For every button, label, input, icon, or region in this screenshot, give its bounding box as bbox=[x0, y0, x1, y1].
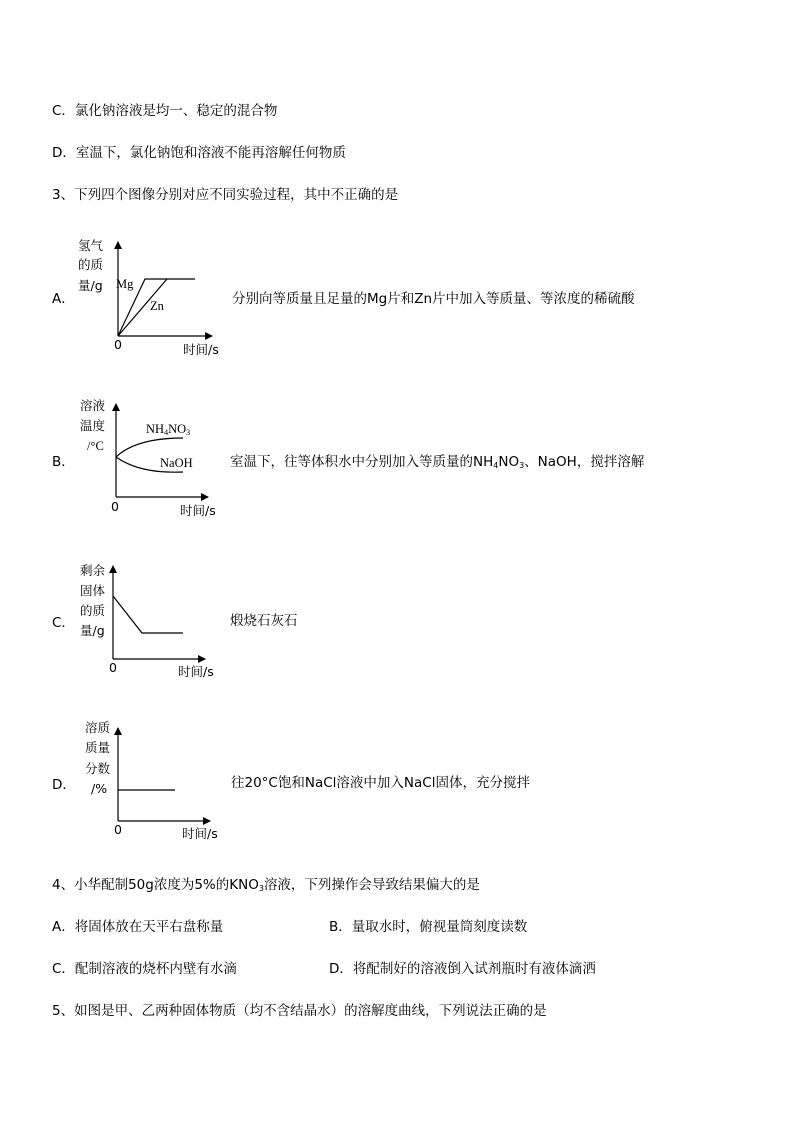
graph-b-xlabel: 时间/s bbox=[180, 503, 216, 518]
graph-c-ylabel-line4: 量/g bbox=[80, 623, 105, 638]
q4-option-d: D．将配制好的溶液倒入试剂瓶时有液体滴洒 bbox=[329, 961, 596, 977]
graph-b-axes bbox=[108, 400, 218, 505]
graph-c-origin: 0 bbox=[109, 660, 117, 675]
graph-a-axes bbox=[110, 238, 230, 348]
graph-d-xlabel: 时间/s bbox=[182, 826, 218, 841]
graph-c-curve bbox=[113, 596, 183, 633]
q3-option-c-desc: 煅烧石灰石 bbox=[230, 613, 298, 629]
q3-option-d-desc: 往20°C饱和NaCl溶液中加入NaCl固体，充分搅拌 bbox=[231, 775, 530, 791]
q2-option-d: D．室温下，氯化钠饱和溶液不能再溶解任何物质 bbox=[52, 145, 346, 161]
graph-c-ylabel-line3: 的质 bbox=[80, 603, 106, 618]
graph-b-origin: 0 bbox=[111, 499, 119, 514]
graph-c-ylabel-line2: 固体 bbox=[80, 583, 106, 598]
q2-option-c: C．氯化钠溶液是均一、稳定的混合物 bbox=[52, 103, 278, 119]
graph-a-ylabel-line2: 的质 bbox=[78, 257, 104, 272]
graph-a-ylabel-line3: 量/g bbox=[78, 278, 103, 293]
q4-option-a: A．将固体放在天平右盘称量 bbox=[52, 919, 224, 935]
q4-option-b: B．量取水时，俯视量筒刻度读数 bbox=[329, 919, 528, 935]
graph-b-ylabel-line1: 溶液 bbox=[80, 398, 106, 413]
graph-b-naoh-label: NaOH bbox=[160, 456, 193, 470]
graph-b-ylabel-line3: /°C bbox=[87, 439, 104, 453]
graph-b-ylabel-line2: 温度 bbox=[80, 418, 106, 433]
graph-c-axes bbox=[105, 562, 215, 667]
graph-d-ylabel-line4: /% bbox=[91, 781, 108, 796]
graph-a-zn-label: Zn bbox=[150, 299, 164, 313]
graph-d-axes bbox=[110, 724, 220, 829]
q3-option-d-letter: D． bbox=[52, 777, 76, 793]
graph-b-nh4no3-label: $NH_4NO_3$ bbox=[146, 422, 191, 437]
graph-c-xlabel: 时间/s bbox=[178, 664, 214, 679]
graph-a-xlabel: 时间/s bbox=[183, 342, 219, 357]
q3-stem: 3、下列四个图像分别对应不同实验过程，其中不正确的是 bbox=[52, 187, 399, 203]
q3-option-c-letter: C． bbox=[52, 615, 75, 631]
graph-a-origin: 0 bbox=[114, 337, 122, 352]
q4-stem: 4、小华配制50g浓度为5%的$KNO_3$溶液，下列操作会导致结果偏大的是 bbox=[52, 877, 480, 893]
q3-option-b-letter: B． bbox=[52, 454, 75, 470]
q3-option-b-desc: 室温下，往等体积水中分别加入等质量的$NH_4NO_3$、NaOH，搅拌溶解 bbox=[230, 454, 645, 470]
graph-d-ylabel-line1: 溶质 bbox=[85, 720, 111, 735]
graph-d-origin: 0 bbox=[114, 822, 122, 837]
graph-a-mg-label: Mg bbox=[116, 277, 134, 291]
q4-option-c: C．配制溶液的烧杯内壁有水滴 bbox=[52, 961, 237, 977]
graph-c-ylabel-line1: 剩余 bbox=[80, 563, 106, 578]
q5-stem: 5、如图是甲、乙两种固体物质（均不含结晶水）的溶解度曲线，下列说法正确的是 bbox=[52, 1003, 547, 1019]
graph-d-ylabel-line3: 分数 bbox=[85, 761, 111, 776]
graph-d-ylabel-line2: 质量 bbox=[85, 740, 111, 755]
q3-option-a-letter: A． bbox=[52, 291, 75, 307]
graph-a-ylabel-line1: 氢气 bbox=[78, 238, 104, 253]
q3-option-a-desc: 分别向等质量且足量的Mg片和Zn片中加入等质量、等浓度的稀硫酸 bbox=[232, 291, 635, 307]
